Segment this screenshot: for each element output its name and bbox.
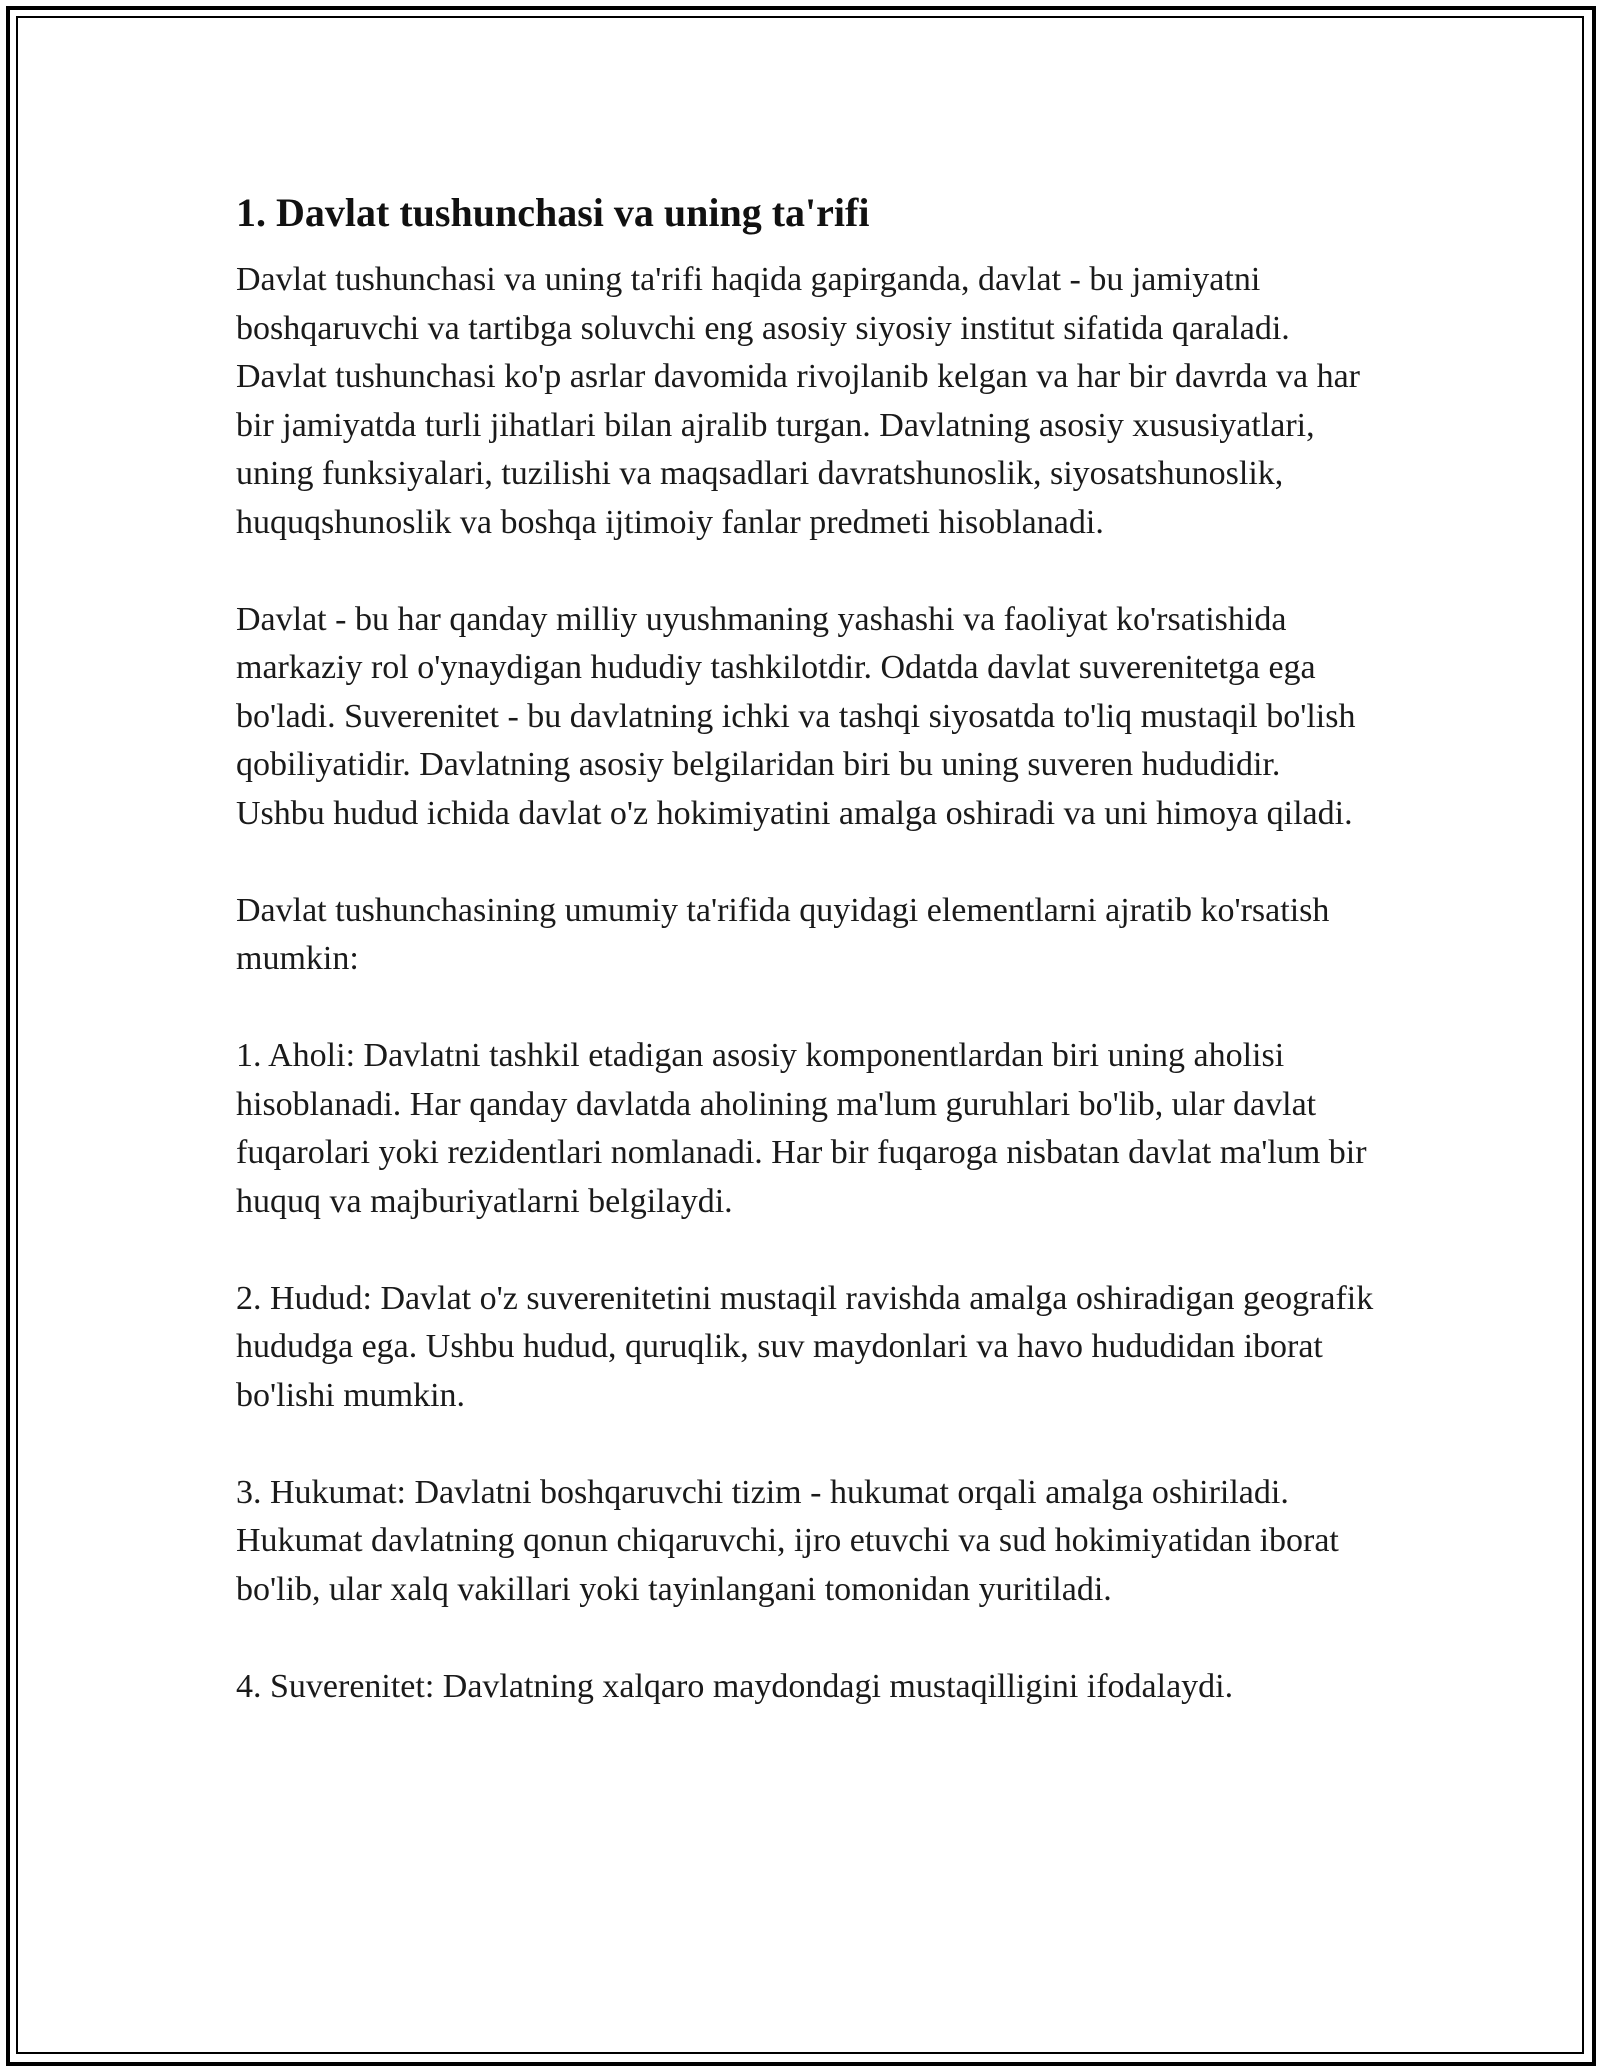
list-item-population: 1. Aholi: Davlatni tashkil etadigan asosiy komponentlardan biri uning aholisi hisoblanadi. Har qanday davlatda aholining ma'lum guruhlari bo'lib, ular davlat fuqarolari yoki rezidentlari nomlanadi. Har bir fuqaroga nisbatan davlat ma'lum bir huquq va majburiyatlarni belgilaydi. [236,1037,1367,1220]
paragraph-elements-lead: Davlat tushunchasining umumiy ta'rifida quyidagi elementlarni ajratib ko'rsatish mumkin: [236,891,1330,977]
paragraph-intro: Davlat tushunchasi va uning ta'rifi haqida gapirganda, davlat - bu jamiyatni boshqaruvchi va tartibga soluvchi eng asosiy siyosiy institut sifatida qaraladi. Davlat tushunchasi ko'p asrlar davomida rivojlanib kelgan va har bir davrda va har bir jamiyatda turli jihatlari bilan ajralib turgan. Davlatning asosiy xususiyatlari, uning funksiyalari, tuzilishi va maqsadlari davratshunoslik, siyosatshunoslik, huquqshunoslik va boshqa ijtimoiy fanlar predmeti hisoblanadi. [236,261,1360,541]
paragraph-definition: Davlat - bu har qanday milliy uyushmaning yashashi va faoliyat ko'rsatishida markaziy rol o'ynaydigan hududiy tashkilotdir. Odatda davlat suverenitetga ega bo'ladi. Suverenitet - bu davlatning ichki va tashqi siyosatda to'liq mustaqil bo'lish qobiliyatidir. Davlatning asosiy belgilaridan biri bu uning suveren hududidir. Ushbu hudud ichida davlat o'z hokimiyatini amalga oshiradi va uni himoya qiladi. [236,600,1356,832]
list-item-sovereignty: 4. Suverenitet: Davlatning xalqaro maydondagi mustaqilligini ifodalaydi. [236,1667,1234,1705]
document-body [236,186,1376,1711]
section-heading: 1. Davlat tushunchasi va uning ta'rifi [236,190,870,235]
list-item-government: 3. Hukumat: Davlatni boshqaruvchi tizim - hukumat orqali amalga oshiriladi. Hukumat davlatning qonun chiqaruvchi, ijro etuvchi va sud hokimiyatidan iborat bo'lib, ular xalq vakillari yoki tayinlangani tomonidan yuritiladi. [236,1473,1339,1608]
list-item-territory: 2. Hudud: Davlat o'z suverenitetini mustaqil ravishda amalga oshiradigan geografik hududga ega. Ushbu hudud, quruqlik, suv maydonlari va havo hududidan iborat bo'lishi mumkin. [236,1279,1374,1414]
